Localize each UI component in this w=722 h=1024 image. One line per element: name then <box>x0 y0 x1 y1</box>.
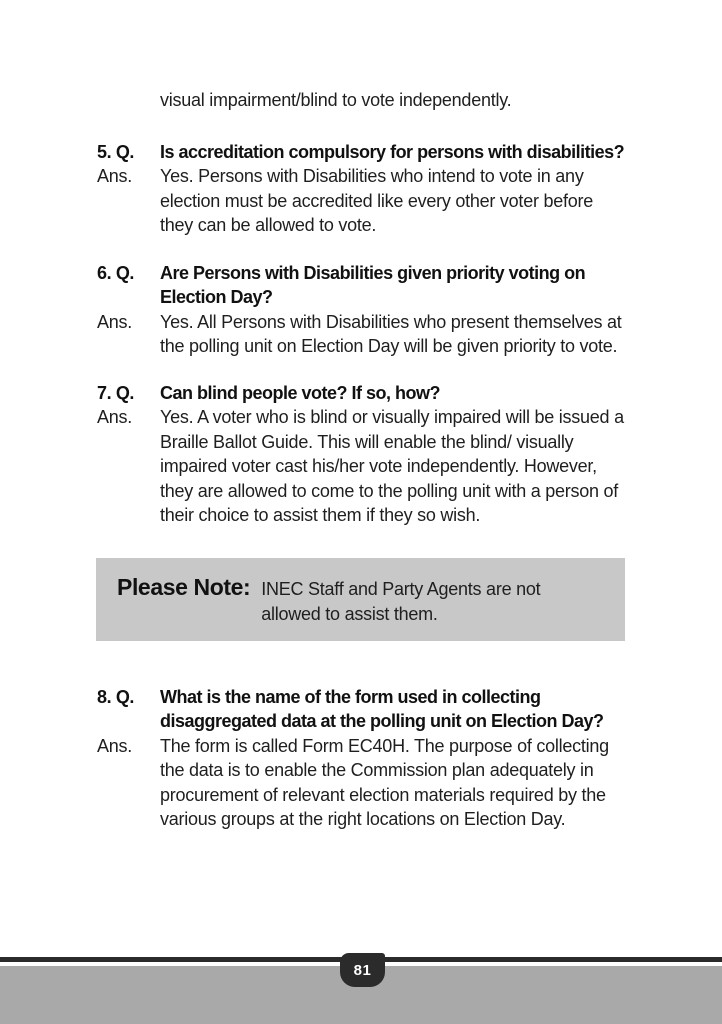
page-number: 81 <box>353 961 372 979</box>
question-row <box>97 685 625 734</box>
question-number-label: 8. Q. <box>97 686 135 707</box>
please-note-box <box>96 558 625 641</box>
question-number-label: 5. Q. <box>97 141 135 162</box>
answer-label: Ans. <box>97 407 133 427</box>
answer-label: Ans. <box>97 311 133 332</box>
answer-label: Ans. <box>97 735 133 756</box>
answer-row <box>97 405 625 528</box>
question-text: What is the name of the form used in collecting disaggregated data at the polling unit on Election Day? <box>160 686 604 731</box>
question-text: Is accreditation compulsory for persons with disabilities? <box>160 141 625 162</box>
question-row <box>97 261 625 310</box>
answer-text: Yes. A voter who is blind or visually impaired will be issued a Braille Ballot Guide. This will enable the blind/ visually impaired voter cast his/her vote independently. However, they are allowed to come to the polling unit with a person of their choice to assist them if they so wish. <box>160 407 624 525</box>
answer-label: Ans. <box>97 166 133 186</box>
continuation-text: visual impairment/blind to vote independently. <box>160 90 512 110</box>
answer-row <box>97 164 625 238</box>
page-content <box>97 88 625 832</box>
please-note-text: INEC Staff and Party Agents are not allowed to assist them. <box>261 578 541 624</box>
answer-text: Yes. Persons with Disabilities who intend to vote in any election must be accredited like every other voter before they can be allowed to vote. <box>160 166 593 235</box>
qa-item <box>97 140 625 238</box>
page-number-badge <box>340 953 385 987</box>
answer-row <box>97 310 625 359</box>
question-text: Are Persons with Disabilities given priority voting on Election Day? <box>160 262 586 307</box>
answer-row <box>97 734 625 832</box>
answer-text: The form is called Form EC40H. The purpose of collecting the data is to enable the Commission plan adequately in procurement of relevant election materials required by the various groups at the right locations on Election Day. <box>160 735 609 829</box>
question-number-label: 7. Q. <box>97 382 135 403</box>
question-text: Can blind people vote? If so, how? <box>160 382 440 403</box>
continuation-row <box>97 88 625 113</box>
question-row <box>97 381 625 406</box>
label-spacer <box>97 88 160 113</box>
please-note-label: Please Note: <box>117 573 251 600</box>
qa-item <box>97 261 625 359</box>
question-number-label: 6. Q. <box>97 262 135 283</box>
qa-item <box>97 685 625 832</box>
qa-item <box>97 381 625 528</box>
answer-text: Yes. All Persons with Disabilities who present themselves at the polling unit on Election Day will be given priority to vote. <box>160 311 622 356</box>
question-row <box>97 140 625 165</box>
